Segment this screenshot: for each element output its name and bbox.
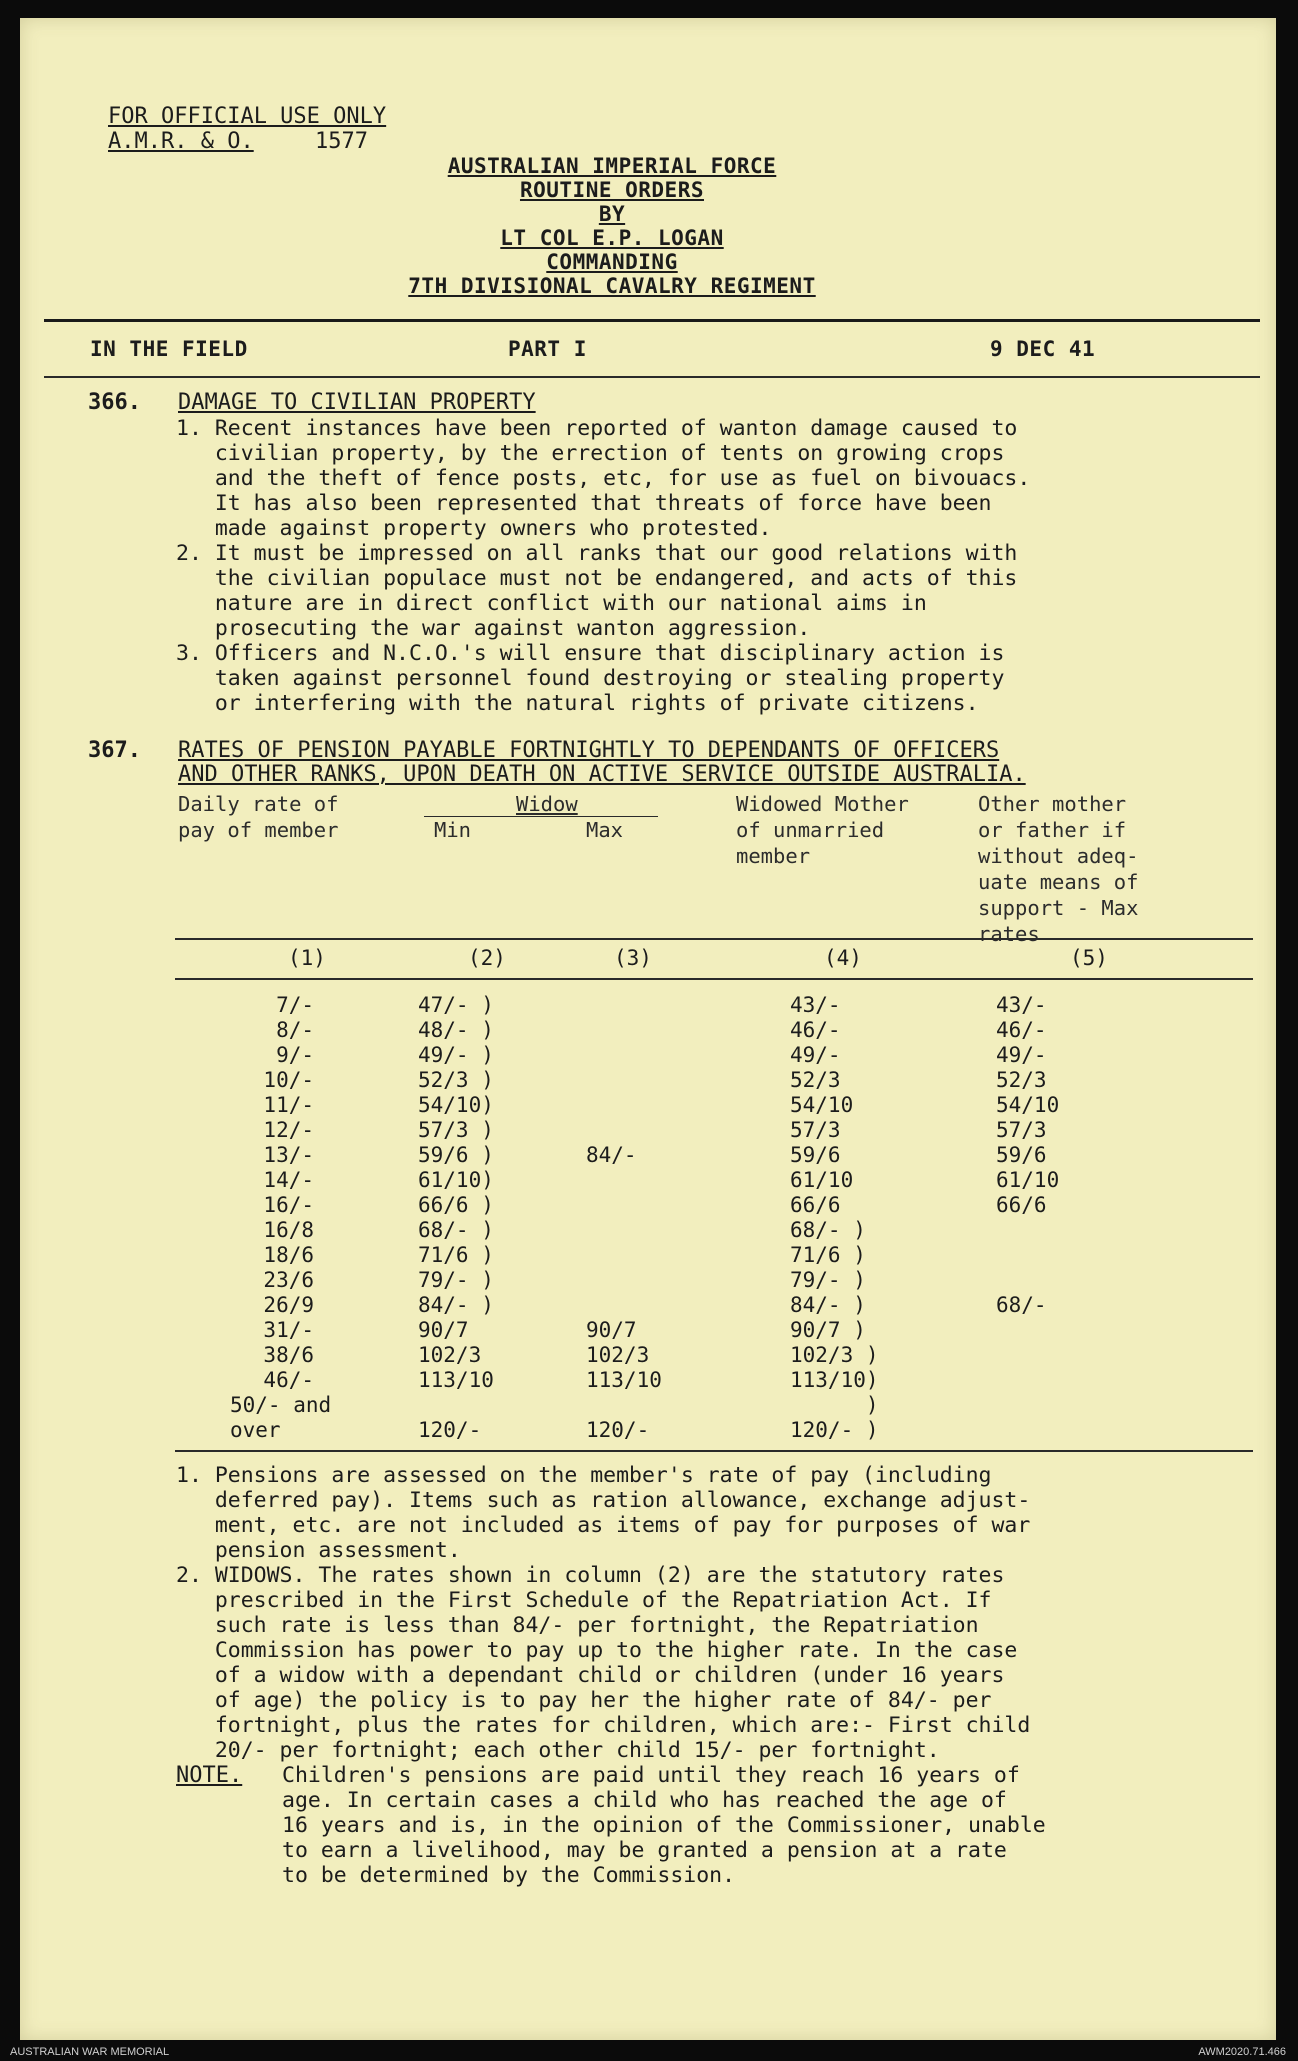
order-366-para-3: 3. Officers and N.C.O.'s will ensure that disciplinary action is taken against personnel found destroying or stealing property or interfering with the natural rights of private citizens. [176, 641, 1005, 716]
table-cell-col2: 52/3 ) [418, 1068, 494, 1092]
col-number-5: (5) [1070, 946, 1108, 970]
title-commander: LT COL E.P. LOGAN [500, 226, 724, 250]
table-cell-col1: 10/- [263, 1068, 314, 1092]
table-cell-col4: 84/- ) [790, 1293, 866, 1317]
table-cell-col5: 49/- [996, 1043, 1047, 1067]
title-regiment: 7TH DIVISIONAL CAVALRY REGIMENT [408, 274, 816, 298]
table-cell-col4: 90/7 ) [790, 1318, 866, 1342]
table-cell-col2: 59/6 ) [418, 1143, 494, 1167]
table-cell-col4: 79/- ) [790, 1268, 866, 1292]
title-commanding: COMMANDING [546, 250, 678, 274]
table-cell-col1: 8/- [276, 1018, 314, 1042]
table-cell-col1: 26/9 [263, 1293, 314, 1317]
table-cell-col2: 61/10) [418, 1168, 494, 1192]
title-routine-orders: ROUTINE ORDERS [519, 178, 704, 202]
table-cell-col2: 113/10 [418, 1368, 494, 1392]
order-367-heading-line-2: AND OTHER RANKS, UPON DEATH ON ACTIVE SERVICE OUTSIDE AUSTRALIA. [178, 762, 1026, 787]
table-cell-col3: 90/7 [586, 1318, 637, 1342]
table-cell-col1: 11/- [263, 1093, 314, 1117]
table-cell-col4: 52/3 [790, 1068, 841, 1092]
table-cell-col1: 18/6 [263, 1243, 314, 1267]
col-number-4: (4) [824, 946, 862, 970]
column-number-rule [175, 978, 1253, 980]
order-367-heading-line-1: RATES OF PENSION PAYABLE FORTNIGHTLY TO DEPENDANTS OF OFFICERS [178, 738, 1000, 763]
table-cell-col5: 52/3 [996, 1068, 1047, 1092]
archive-name: AUSTRALIAN WAR MEMORIAL [10, 2046, 170, 2058]
col1-heading: Daily rate of pay of member [178, 792, 339, 842]
table-cell-col4: 43/- [790, 993, 841, 1017]
table-cell-col2: 49/- ) [418, 1043, 494, 1067]
order-366-para-1: 1. Recent instances have been reported of wanton damage caused to civilian property, by the errection of tents on growing crops and the theft of fence posts, etc, for use as fuel on bivouacs. It has also been represented that threats of force have been made against property owners who protested. [176, 416, 1031, 541]
order-date: 9 DEC 41 [990, 337, 1096, 361]
table-cell-col1: 12/- [263, 1118, 314, 1142]
widow-min-heading: Min [434, 818, 472, 842]
table-cell-col1: 23/6 [263, 1268, 314, 1292]
table-cell-col1: 46/- [263, 1368, 314, 1392]
note-2-widows: 2. WIDOWS. The rates shown in column (2) are the statutory rates prescribed in the First Schedule of the Repatriation Act. If such rate is less than 84/- per fortnight, the Repatriation Commission has power to pay up to the higher rate. In the case of a widow with a dependant child or children (under 16 years of age) the policy is to pay her the higher rate of 84/- per fortnight, plus the rates for children, which are:- First child 20/- per fortnight; each other child 15/- per fortnight. [176, 1563, 1031, 1763]
table-cell-col4: 59/6 [790, 1143, 841, 1167]
table-cell-col3: 120/- [586, 1418, 650, 1442]
note-childrens-pensions: Children's pensions are paid until they reach 16 years of age. In certain cases a child who has reached the age of 16 years and is, in the opinion of the Commissioner, unable to earn a livelihood, may be granted a pension at a rate to be determined by the Commission. [282, 1763, 1046, 1888]
widow-max-heading: Max [586, 818, 624, 842]
table-bottom-rule [175, 1450, 1253, 1452]
part-label: PART I [508, 337, 587, 361]
table-cell-col2: 68/- ) [418, 1218, 494, 1242]
table-cell-col4: 68/- ) [790, 1218, 866, 1242]
widow-heading: Widow [516, 792, 578, 816]
table-cell-col2: 57/3 ) [418, 1118, 494, 1142]
document-page [20, 18, 1276, 2040]
table-cell-col4: 71/6 ) [790, 1243, 866, 1267]
widow-sub-rule [424, 816, 658, 817]
header-rule [44, 319, 1260, 322]
table-cell-col1: 14/- [263, 1168, 314, 1192]
table-cell-col2: 48/- ) [418, 1018, 494, 1042]
archive-footer [0, 2044, 1298, 2061]
amr-reference: A.M.R. & O. [108, 129, 254, 154]
col-number-3: (3) [614, 946, 652, 970]
table-cell-col1: 31/- [263, 1318, 314, 1342]
order-reference-number: 1577 [315, 129, 368, 154]
location-label: IN THE FIELD [90, 337, 248, 361]
table-cell-col1: 16/8 [263, 1218, 314, 1242]
table-cell-col2: 79/- ) [418, 1268, 494, 1292]
table-cell-col4: 102/3 ) [790, 1343, 879, 1367]
table-cell-col2: 90/7 [418, 1318, 469, 1342]
table-cell-col1: 7/- [276, 993, 314, 1017]
table-cell-col4: 54/10 [790, 1093, 854, 1117]
table-cell-col1: over [230, 1418, 281, 1442]
table-cell-col4: 120/- ) [790, 1418, 879, 1442]
table-cell-col1: 13/- [263, 1143, 314, 1167]
table-cell-col2: 66/6 ) [418, 1193, 494, 1217]
table-cell-col3: 102/3 [586, 1343, 650, 1367]
table-cell-col1: 50/- and [230, 1393, 332, 1417]
order-366-number: 366. [88, 390, 141, 415]
table-cell-col3: 113/10 [586, 1368, 662, 1392]
order-366-para-2: 2. It must be impressed on all ranks that our good relations with the civilian populace must not be endangered, and acts of this nature are in direct conflict with our national aims in prosecuting the war against wanton aggression. [176, 541, 1018, 641]
table-cell-col4: ) [790, 1393, 879, 1417]
table-cell-col4: 61/10 [790, 1168, 854, 1192]
col-number-1: (1) [288, 946, 326, 970]
table-cell-col3: 84/- [586, 1143, 637, 1167]
table-cell-col5: 57/3 [996, 1118, 1047, 1142]
official-use-label: FOR OFFICIAL USE ONLY [108, 104, 387, 129]
table-cell-col2: 84/- ) [418, 1293, 494, 1317]
table-cell-col4: 66/6 [790, 1193, 841, 1217]
col5-heading: Other mother or father if without adeq- uate means of support - Max rates [978, 792, 1139, 946]
table-cell-col1: 38/6 [263, 1343, 314, 1367]
table-cell-col1: 9/- [276, 1043, 314, 1067]
table-cell-col5: 46/- [996, 1018, 1047, 1042]
title-force: AUSTRALIAN IMPERIAL FORCE [447, 154, 777, 178]
table-cell-col2: 47/- ) [418, 993, 494, 1017]
table-cell-col5: 66/6 [996, 1193, 1047, 1217]
note-label: NOTE. [176, 1763, 243, 1788]
table-cell-col2: 120/- [418, 1418, 482, 1442]
note-1-pay-assessment: 1. Pensions are assessed on the member's rate of pay (including deferred pay). Items such as ration allowance, exchange adjust- ment, etc. are not included as items of pay for purposes of war pension assessment. [176, 1463, 1031, 1563]
table-cell-col5: 68/- [996, 1293, 1047, 1317]
archive-accession-number: AWM2020.71.466 [1198, 2046, 1286, 2058]
table-cell-col4: 49/- [790, 1043, 841, 1067]
order-367-number: 367. [88, 738, 141, 763]
table-cell-col4: 46/- [790, 1018, 841, 1042]
table-cell-col5: 61/10 [996, 1168, 1060, 1192]
col4-heading: Widowed Mother of unmarried member [736, 792, 909, 868]
col-number-2: (2) [468, 946, 506, 970]
table-cell-col5: 43/- [996, 993, 1047, 1017]
table-cell-col2: 54/10) [418, 1093, 494, 1117]
title-by: BY [598, 202, 626, 226]
table-cell-col5: 59/6 [996, 1143, 1047, 1167]
table-cell-col2: 71/6 ) [418, 1243, 494, 1267]
subheader-rule [44, 376, 1260, 378]
table-heading-rule [175, 938, 1253, 940]
table-cell-col5: 54/10 [996, 1093, 1060, 1117]
table-cell-col4: 57/3 [790, 1118, 841, 1142]
table-cell-col4: 113/10) [790, 1368, 879, 1392]
order-366-heading: DAMAGE TO CIVILIAN PROPERTY [178, 390, 536, 415]
table-cell-col1: 16/- [263, 1193, 314, 1217]
table-cell-col2: 102/3 [418, 1343, 482, 1367]
